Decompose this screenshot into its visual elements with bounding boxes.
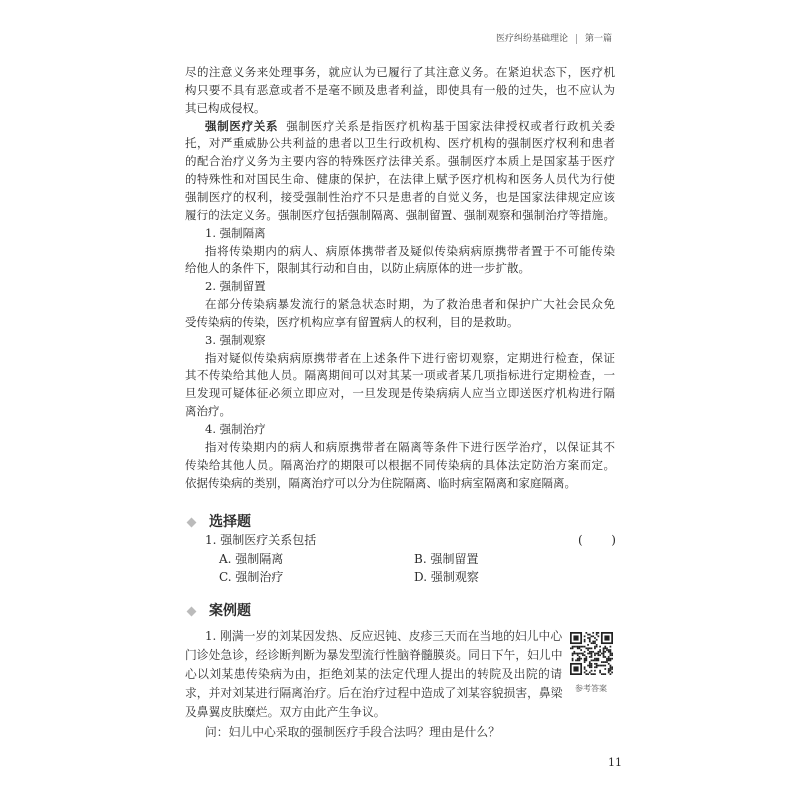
body-line: 指对疑似传染病病原携带者在上述条件下进行密切观察，定期进行检查，保证 — [205, 350, 615, 365]
body-line: 3. 强制观察 — [205, 332, 266, 347]
body-line: 的配合治疗义务为主要内容的特殊医疗法律关系。强制医疗本质上是国家基于医疗 — [185, 154, 615, 169]
case-line: 问：妇儿中心采取的强制医疗手段合法吗？理由是什么？ — [205, 725, 500, 739]
qr-label: 参考答案 — [575, 684, 607, 693]
body-line: 的特殊性和对国民生命、健康的保护，在法律上赋予医疗机构和医务人员代为行使 — [185, 172, 615, 187]
option-c: C. 强制治疗 — [219, 570, 284, 584]
choice-heading-text: 选择题 — [209, 514, 251, 530]
body-line: 指将传染期内的病人、病原体携带者及疑似传染病病原携带者置于不可能传染 — [205, 243, 615, 258]
diamond-bullet-icon — [187, 517, 197, 527]
case-line: 求，并对刘某进行隔离治疗。后在治疗过程中造成了刘某容貌损害，鼻梁 — [185, 686, 563, 700]
case-section-heading — [188, 600, 251, 620]
choice-question: 1. 强制医疗关系包括 — [205, 533, 317, 547]
body-line: 履行的法定义务。强制医疗包括强制隔离、强制留置、强制观察和强制治疗等措施。 — [185, 207, 615, 222]
option-b: B. 强制留置 — [414, 552, 479, 566]
diamond-bullet-icon — [187, 606, 197, 616]
body-line: 传染给其他人员。隔离治疗的期限可以根据不同传染病的具体法定防治方案而定。 — [185, 457, 615, 472]
case-line: 门诊处急诊，经诊断判断为暴发型流行性脑脊髓膜炎。同日下午，妇儿中 — [185, 648, 563, 662]
body-line: 尽的注意义务来处理事务，就应认为已履行了其注意义务。在紧迫状态下，医疗机 — [185, 65, 615, 79]
book-title: 医疗纠纷基础理论 — [495, 34, 568, 44]
choice-section-heading — [188, 511, 251, 531]
body-line: 其不传染给其他人员。隔离期间可以对其某一项或者某几项指标进行定期检查，一 — [185, 368, 615, 383]
case-line: 及鼻翼皮肤糜烂。双方由此产生争议。 — [185, 705, 386, 719]
case-line: 心以刘某患传染病为由，拒绝刘某的法定代理人提出的转院及出院的请 — [185, 667, 562, 681]
body-line: 受传染病的传染，医疗机构应享有留置病人的权利，目的是救助。 — [185, 314, 519, 329]
body-line: 1. 强制隔离 — [205, 225, 266, 240]
body-line: 4. 强制治疗 — [205, 422, 266, 436]
body-line: 给他人的条件下，限制其行动和自由，以防止病原体的进一步扩散。 — [185, 261, 530, 276]
body-line: 在部分传染病暴发流行的紧急状态时期，为了救治患者和保护广大社会民众免 — [205, 297, 615, 312]
body-line: 依据传染病的类别，隔离治疗可以分为住院隔离、临时病室隔离和家庭隔离。 — [185, 475, 576, 490]
body-line: 构只要不具有恶意或者不是毫不顾及患者利益，即使具有一般的过失，也不应认为 — [185, 82, 615, 97]
body-line: 其已构成侵权。 — [185, 100, 266, 115]
page-number: 11 — [608, 756, 622, 769]
qr-code-icon[interactable] — [570, 632, 613, 675]
option-a: A. 强制隔离 — [219, 552, 284, 566]
body-line: 指对传染期内的病人和病原携带者在隔离等条件下进行医学治疗，以保证其不 — [205, 439, 615, 454]
body-line: 强制医疗的权利，接受强制性治疗不只是患者的自觉义务，也是国家法律规定应该 — [185, 189, 615, 204]
term-heading: 强制医疗关系 — [205, 118, 279, 133]
answer-blank: ( ) — [578, 533, 616, 547]
body-line: 离治疗。 — [185, 404, 231, 419]
case-line: 1. 刚满一岁的刘某因发热、反应迟钝、皮疹三天而在当地的妇儿中心 — [205, 629, 563, 643]
option-d: D. 强制观察 — [414, 570, 479, 584]
body-line: 托，对严重威胁公共利益的患者以卫生行政机构、医疗机构的强制医疗权利和患者 — [185, 136, 615, 151]
header-divider — [576, 34, 577, 44]
body-line: 2. 强制留置 — [205, 279, 266, 294]
body-line: 旦发现可疑体征必须立即应对，一旦发现是传染病病人应当立即送医疗机构进行隔 — [185, 386, 615, 401]
case-heading-text: 案例题 — [209, 603, 251, 619]
body-line: 强制医疗关系 强制医疗关系是指医疗机构基于国家法律授权或者行政机关委 — [205, 118, 615, 133]
part-label: 第一篇 — [584, 34, 612, 44]
running-header — [496, 31, 612, 44]
